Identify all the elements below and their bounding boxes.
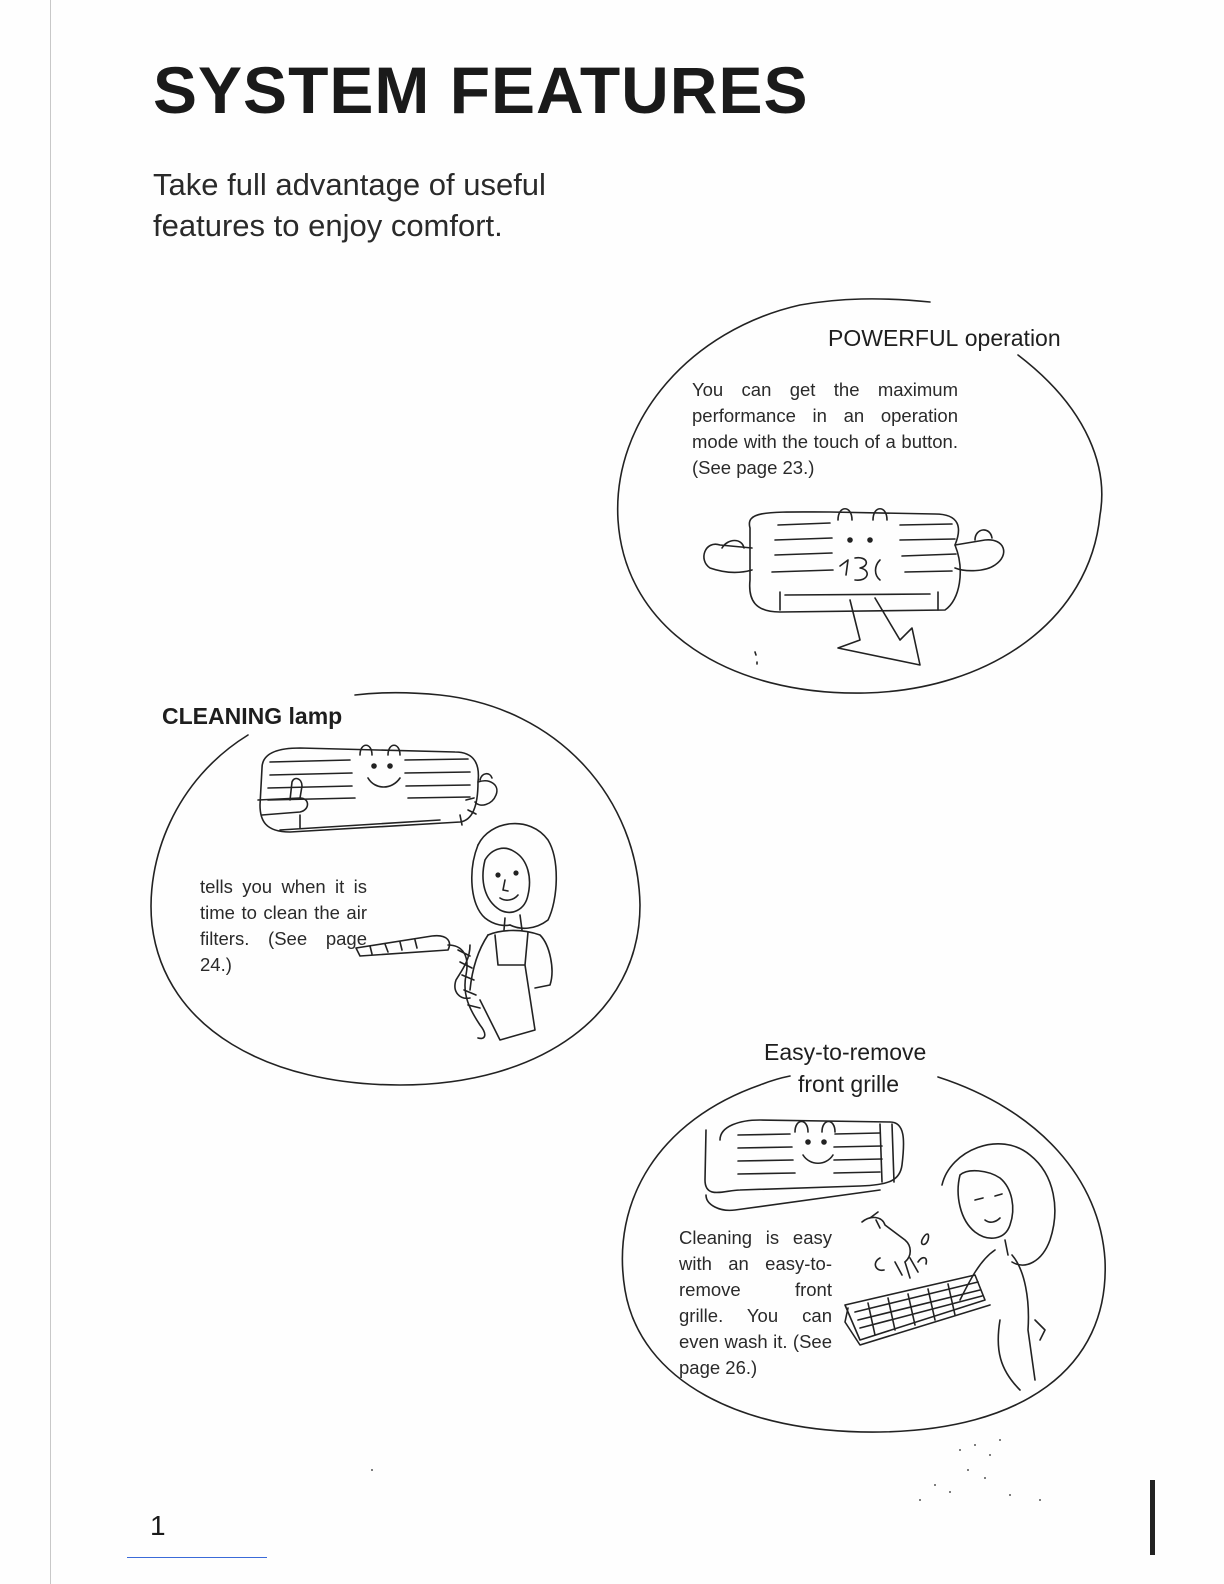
woman-vacuum-icon (356, 824, 556, 1040)
grille-feature-description: Cleaning is easy with an easy-to-remove front grille. You can even wash it. (See page 26.) (679, 1227, 832, 1378)
open-grille-ac-icon (705, 1120, 904, 1210)
page-title: SYSTEM FEATURES (153, 53, 809, 127)
page-footer-rule (127, 1557, 267, 1558)
subtitle-line-1: Take full advantage of useful (153, 167, 546, 202)
powerful-bubble (618, 299, 1102, 693)
subtitle-line-2: features to enjoy comfort. (153, 208, 503, 243)
thumbs-up-ac-icon (258, 745, 497, 832)
scan-speckle (371, 1439, 1041, 1501)
powerful-feature-title: POWERFUL operation (828, 325, 1061, 351)
strong-ac-icon (704, 509, 1004, 665)
powerful-feature-description: You can get the maximum performance in an operation mode with the touch of a button. (See page 23.) (692, 379, 958, 478)
cleaning-feature-title: CLEANING lamp (162, 703, 343, 729)
page-number: 1 (150, 1510, 166, 1541)
scan-edge-mark (1150, 1480, 1155, 1555)
cleaning-feature-description: tells you when it is time to clean the air filters. (See page 24.) (200, 876, 367, 975)
grille-feature-title: Easy-to-remove front grille (764, 1039, 927, 1097)
woman-washing-icon (845, 1144, 1055, 1390)
